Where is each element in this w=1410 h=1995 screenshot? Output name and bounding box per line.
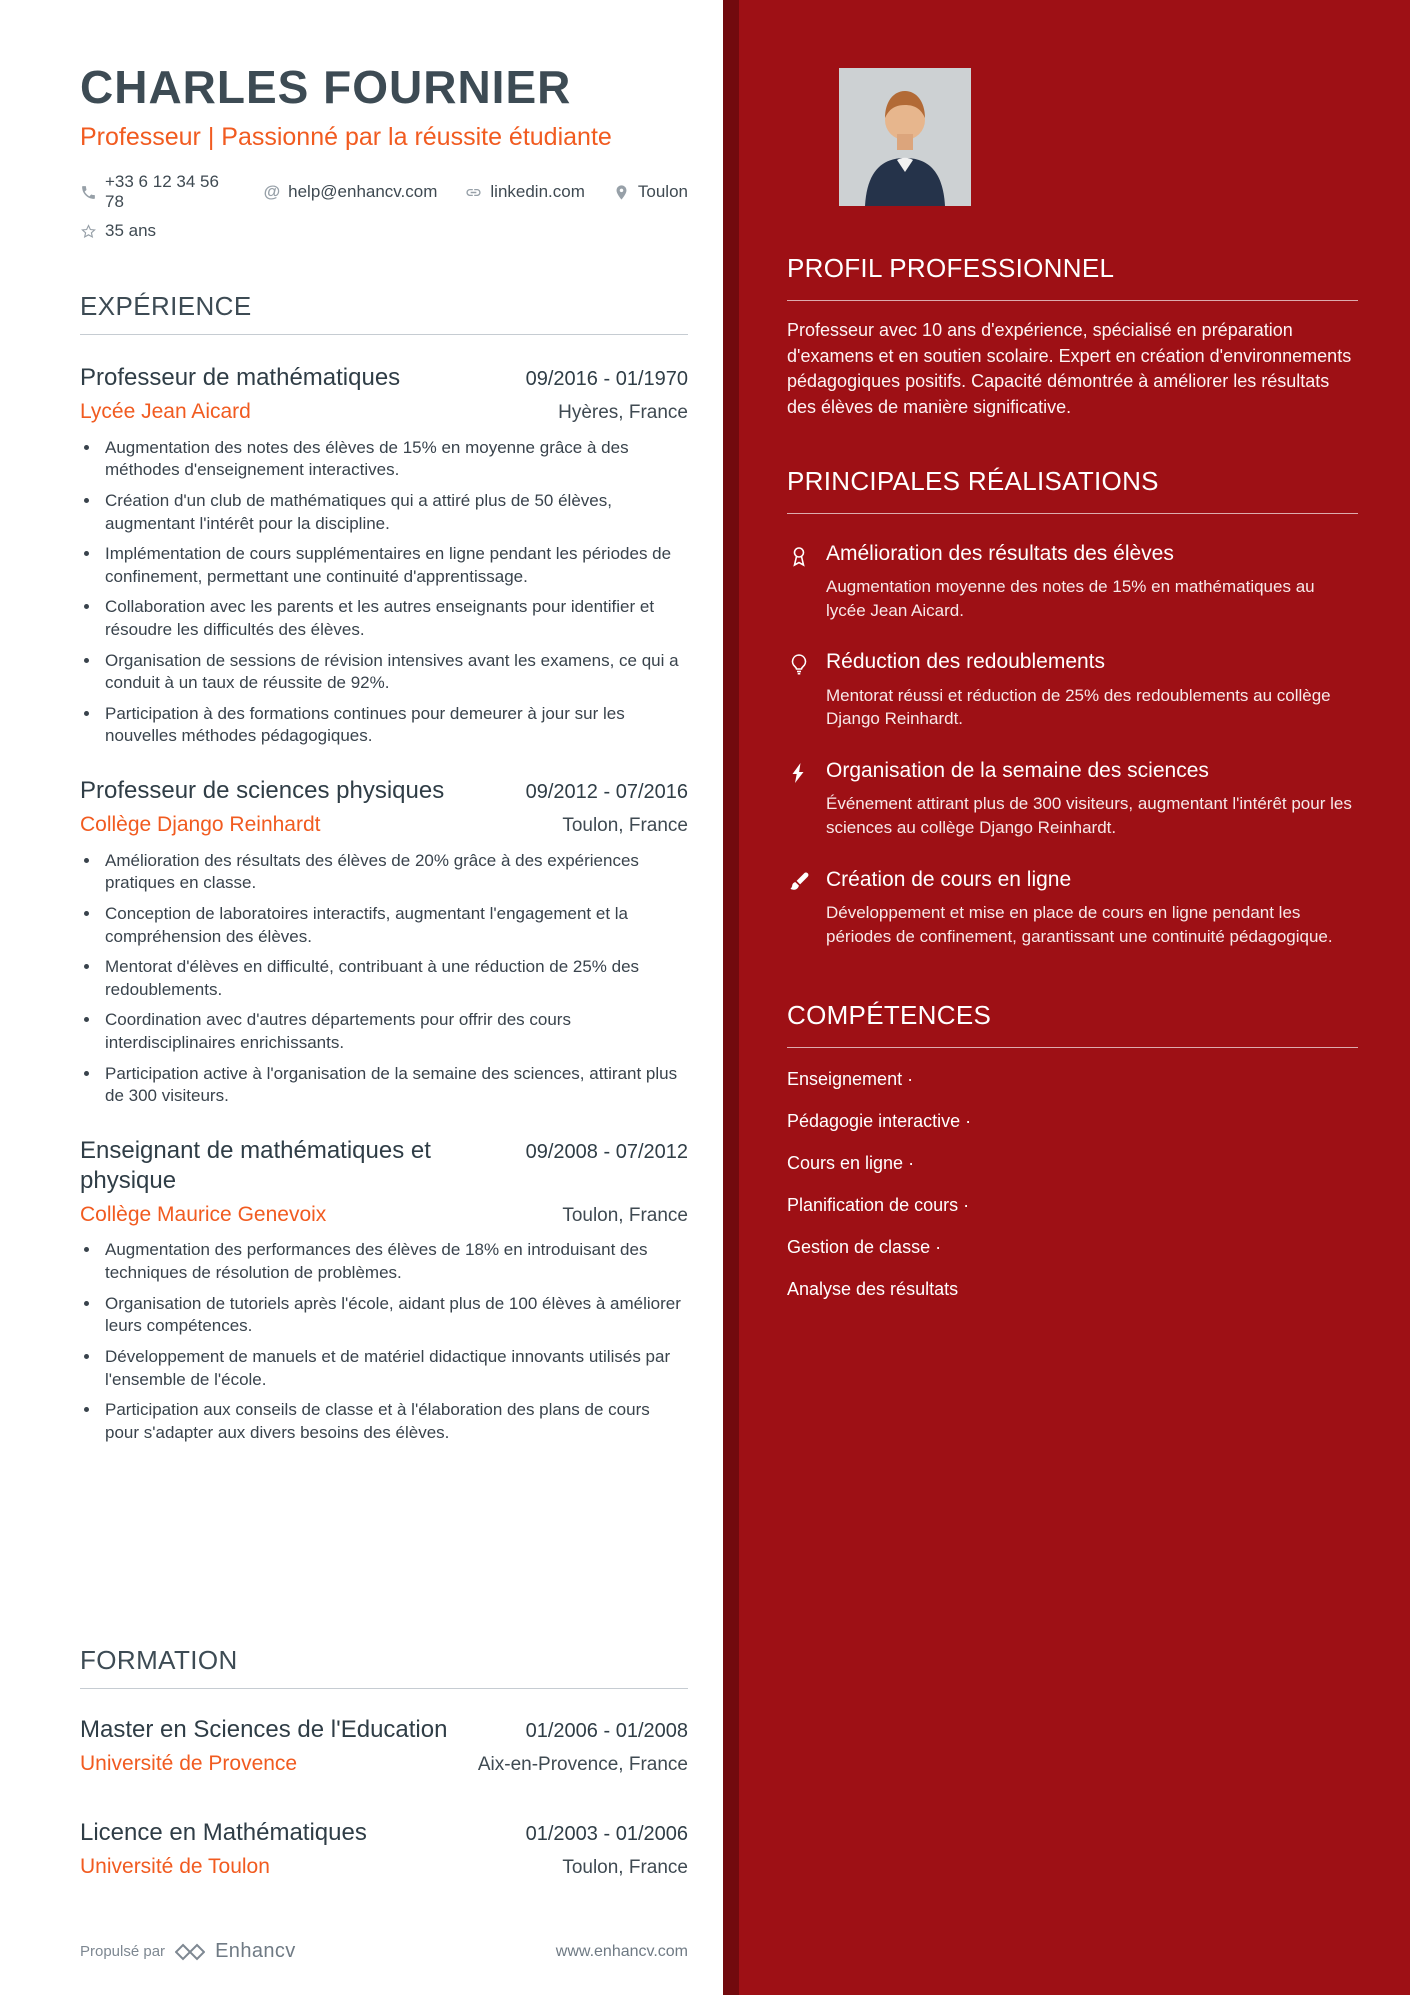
link-item[interactable] bbox=[465, 182, 585, 202]
bullet: • Création d'un club de mathématiques qui a attiré plus de 50 élèves, augmentant l'intérêt pour la discipline. bbox=[101, 490, 688, 535]
achievement-text: Événement attirant plus de 300 visiteurs, augmentant l'intérêt pour les sciences au collège Django Reinhardt. bbox=[826, 794, 1352, 838]
degree-school-row bbox=[80, 1752, 688, 1778]
job-company-row bbox=[80, 400, 688, 426]
achievement-title: Organisation de la semaine des sciences bbox=[826, 759, 1209, 783]
job-title: Professeur de mathématiques bbox=[80, 364, 401, 391]
phone-icon bbox=[80, 184, 97, 201]
job-location: Hyères, France bbox=[558, 402, 688, 423]
job-company: Collège Maurice Genevoix bbox=[80, 1202, 327, 1226]
profile-section bbox=[787, 252, 1358, 421]
job-company: Lycée Jean Aicard bbox=[80, 400, 251, 423]
achievement-item bbox=[787, 649, 1358, 731]
degree-title: Licence en Mathématiques bbox=[80, 1818, 367, 1846]
contact-row bbox=[80, 172, 688, 212]
job-bullets bbox=[80, 1239, 688, 1444]
profile-photo-placeholder bbox=[839, 68, 971, 206]
resume-header bbox=[80, 60, 688, 241]
pin-icon bbox=[613, 184, 630, 201]
experience-heading: EXPÉRIENCE bbox=[80, 291, 688, 335]
location-item bbox=[613, 182, 688, 202]
job-company: Collège Django Reinhardt bbox=[80, 813, 321, 836]
job-title: Professeur de sciences physiques bbox=[80, 777, 445, 804]
job-bullets bbox=[80, 850, 688, 1108]
age-item bbox=[80, 221, 156, 241]
achievement-text: Développement et mise en place de cours en ligne pendant les périodes de confinement, garantissant une continuité pédagogique. bbox=[826, 903, 1333, 947]
achievement-body bbox=[826, 867, 1358, 949]
achievement-title: Création de cours en ligne bbox=[826, 868, 1072, 892]
degree-school: Université de Toulon bbox=[80, 1854, 270, 1878]
degree-location: Toulon, France bbox=[562, 1856, 688, 1878]
achievement-text: Mentorat réussi et réduction de 25% des redoublements au collège Django Reinhardt. bbox=[826, 685, 1331, 729]
achievement-title: Amélioration des résultats des élèves bbox=[826, 541, 1174, 565]
skills-section bbox=[787, 999, 1358, 1300]
job-entry bbox=[80, 776, 688, 1108]
lightbulb-icon bbox=[787, 649, 813, 731]
age-text: 35 ans bbox=[105, 221, 157, 240]
bullet: • Augmentation des performances des élèves de 18% en introduisant des techniques de résolution de problèmes. bbox=[101, 1239, 688, 1284]
job-entry bbox=[80, 363, 688, 748]
skill-item: Enseignement · bbox=[787, 1068, 914, 1089]
bullet: • Organisation de sessions de révision intensives avant les examens, ce qui a conduit à un taux de réussite de 92%. bbox=[101, 650, 688, 695]
phone-number: +33 6 12 34 56 78 bbox=[105, 172, 219, 211]
degree-title-row bbox=[80, 1715, 688, 1745]
location-text: Toulon bbox=[637, 182, 688, 201]
job-title: Enseignant de mathématiques et physique bbox=[80, 1136, 431, 1194]
achievement-item bbox=[787, 867, 1358, 949]
profile-photo bbox=[839, 68, 971, 206]
achievement-item bbox=[787, 541, 1358, 623]
bullet: • Conception de laboratoires interactifs, augmentant l'engagement et la compréhension des élèves. bbox=[101, 903, 688, 948]
bullet: • Mentorat d'élèves en difficulté, contribuant à une réduction de 25% des redoublements. bbox=[101, 956, 688, 1001]
achievement-body bbox=[826, 649, 1358, 731]
bullet: • Implémentation de cours supplémentaires en ligne pendant les périodes de confinement, permettant une continuité d'apprentissage. bbox=[101, 543, 688, 588]
degree-title-row bbox=[80, 1818, 688, 1848]
enhancv-logo-icon bbox=[175, 1943, 205, 1961]
education-heading: FORMATION bbox=[80, 1645, 688, 1689]
degree-school-row bbox=[80, 1855, 688, 1881]
powered-by bbox=[80, 1940, 296, 1963]
job-dates: 09/2016 - 01/1970 bbox=[525, 368, 688, 390]
job-location: Toulon, France bbox=[562, 815, 688, 836]
bullet: • Collaboration avec les parents et les autres enseignants pour identifier et résoudre les difficultés des élèves. bbox=[101, 596, 688, 641]
degree-school: Université de Provence bbox=[80, 1752, 298, 1775]
brush-icon bbox=[787, 867, 813, 949]
job-company-row bbox=[80, 813, 688, 839]
powered-by-label: Propulsé par bbox=[80, 1943, 166, 1960]
skill-item: Gestion de classe · bbox=[787, 1236, 942, 1257]
experience-section bbox=[80, 291, 688, 1444]
job-entry bbox=[80, 1136, 688, 1445]
skills-heading: COMPÉTENCES bbox=[787, 999, 1358, 1048]
bullet: • Participation aux conseils de classe et à l'élaboration des plans de cours pour s'adapter aux divers besoins des élèves. bbox=[101, 1399, 688, 1444]
at-icon: @ bbox=[263, 182, 281, 201]
bullet: • Participation active à l'organisation de la semaine des sciences, attirant plus de 300 visiteurs. bbox=[101, 1063, 688, 1108]
footer-website-link[interactable]: www.enhancv.com bbox=[555, 1942, 688, 1960]
star-icon bbox=[80, 223, 97, 240]
email-address: help@enhancv.com bbox=[288, 182, 438, 201]
bullet: • Développement de manuels et de matériel didactique innovants utilisés par l'ensemble de l'école. bbox=[101, 1346, 688, 1391]
sidebar bbox=[723, 0, 1410, 1995]
medal-icon bbox=[787, 541, 813, 623]
candidate-name: CHARLES FOURNIER bbox=[80, 61, 572, 113]
bullet: • Coordination avec d'autres départements pour offrir des cours interdisciplinaires enrichissants. bbox=[101, 1009, 688, 1054]
bullet: • Augmentation des notes des élèves de 15% en moyenne grâce à des méthodes d'enseignement interactives. bbox=[101, 437, 688, 482]
email-item[interactable] bbox=[264, 182, 438, 202]
bullet: • Organisation de tutoriels après l'école, aidant plus de 100 élèves à améliorer leurs compétences. bbox=[101, 1293, 688, 1338]
education-section bbox=[80, 1645, 688, 1880]
bullet: • Amélioration des résultats des élèves de 20% grâce à des expériences pratiques en classe. bbox=[101, 850, 688, 895]
skill-item: Pédagogie interactive · bbox=[787, 1110, 972, 1131]
job-title-row bbox=[80, 363, 688, 393]
profile-text: Professeur avec 10 ans d'expérience, spécialisé en préparation d'examens et en soutien scolaire. Expert en création d'environnements pédagogiques positifs. Capacité démontrée à améliorer les résultats des élèves de manière significative. bbox=[787, 319, 1352, 417]
achievement-title: Réduction des redoublements bbox=[826, 650, 1106, 674]
footer bbox=[80, 1940, 688, 1963]
phone-item[interactable] bbox=[80, 172, 236, 212]
bullet: • Participation à des formations continues pour demeurer à jour sur les nouvelles méthodes pédagogiques. bbox=[101, 703, 688, 748]
lightning-icon bbox=[787, 758, 813, 840]
link-icon bbox=[465, 184, 482, 201]
achievements-heading: PRINCIPALES RÉALISATIONS bbox=[787, 465, 1358, 514]
skill-item: Cours en ligne · bbox=[787, 1152, 915, 1173]
degree-location: Aix-en-Provence, France bbox=[477, 1754, 688, 1775]
achievement-body bbox=[826, 758, 1358, 840]
profile-heading: PROFIL PROFESSIONNEL bbox=[787, 252, 1358, 301]
headline: Professeur | Passionné par la réussite étudiante bbox=[80, 123, 612, 151]
brand-name: Enhancv bbox=[215, 1940, 296, 1962]
achievement-item bbox=[787, 758, 1358, 840]
achievement-text: Augmentation moyenne des notes de 15% en mathématiques au lycée Jean Aicard. bbox=[826, 576, 1315, 620]
link-text: linkedin.com bbox=[490, 182, 585, 201]
contact-row-2 bbox=[80, 221, 688, 241]
achievements-section bbox=[787, 465, 1358, 949]
degree-entry bbox=[80, 1715, 688, 1778]
job-title-row bbox=[80, 1136, 688, 1196]
degree-dates: 01/2003 - 01/2006 bbox=[525, 1822, 688, 1845]
job-bullets bbox=[80, 437, 688, 748]
degree-dates: 01/2006 - 01/2008 bbox=[525, 1720, 688, 1742]
degree-title: Master en Sciences de l'Education bbox=[80, 1716, 448, 1743]
degree-entry bbox=[80, 1818, 688, 1881]
skill-item: Analyse des résultats bbox=[787, 1278, 959, 1299]
job-title-row bbox=[80, 776, 688, 806]
job-company-row bbox=[80, 1203, 688, 1229]
achievement-body bbox=[826, 541, 1358, 623]
job-dates: 09/2012 - 07/2016 bbox=[525, 781, 688, 803]
skill-item: Planification de cours · bbox=[787, 1194, 970, 1215]
job-location: Toulon, France bbox=[562, 1204, 688, 1226]
job-dates: 09/2008 - 07/2012 bbox=[525, 1140, 688, 1163]
